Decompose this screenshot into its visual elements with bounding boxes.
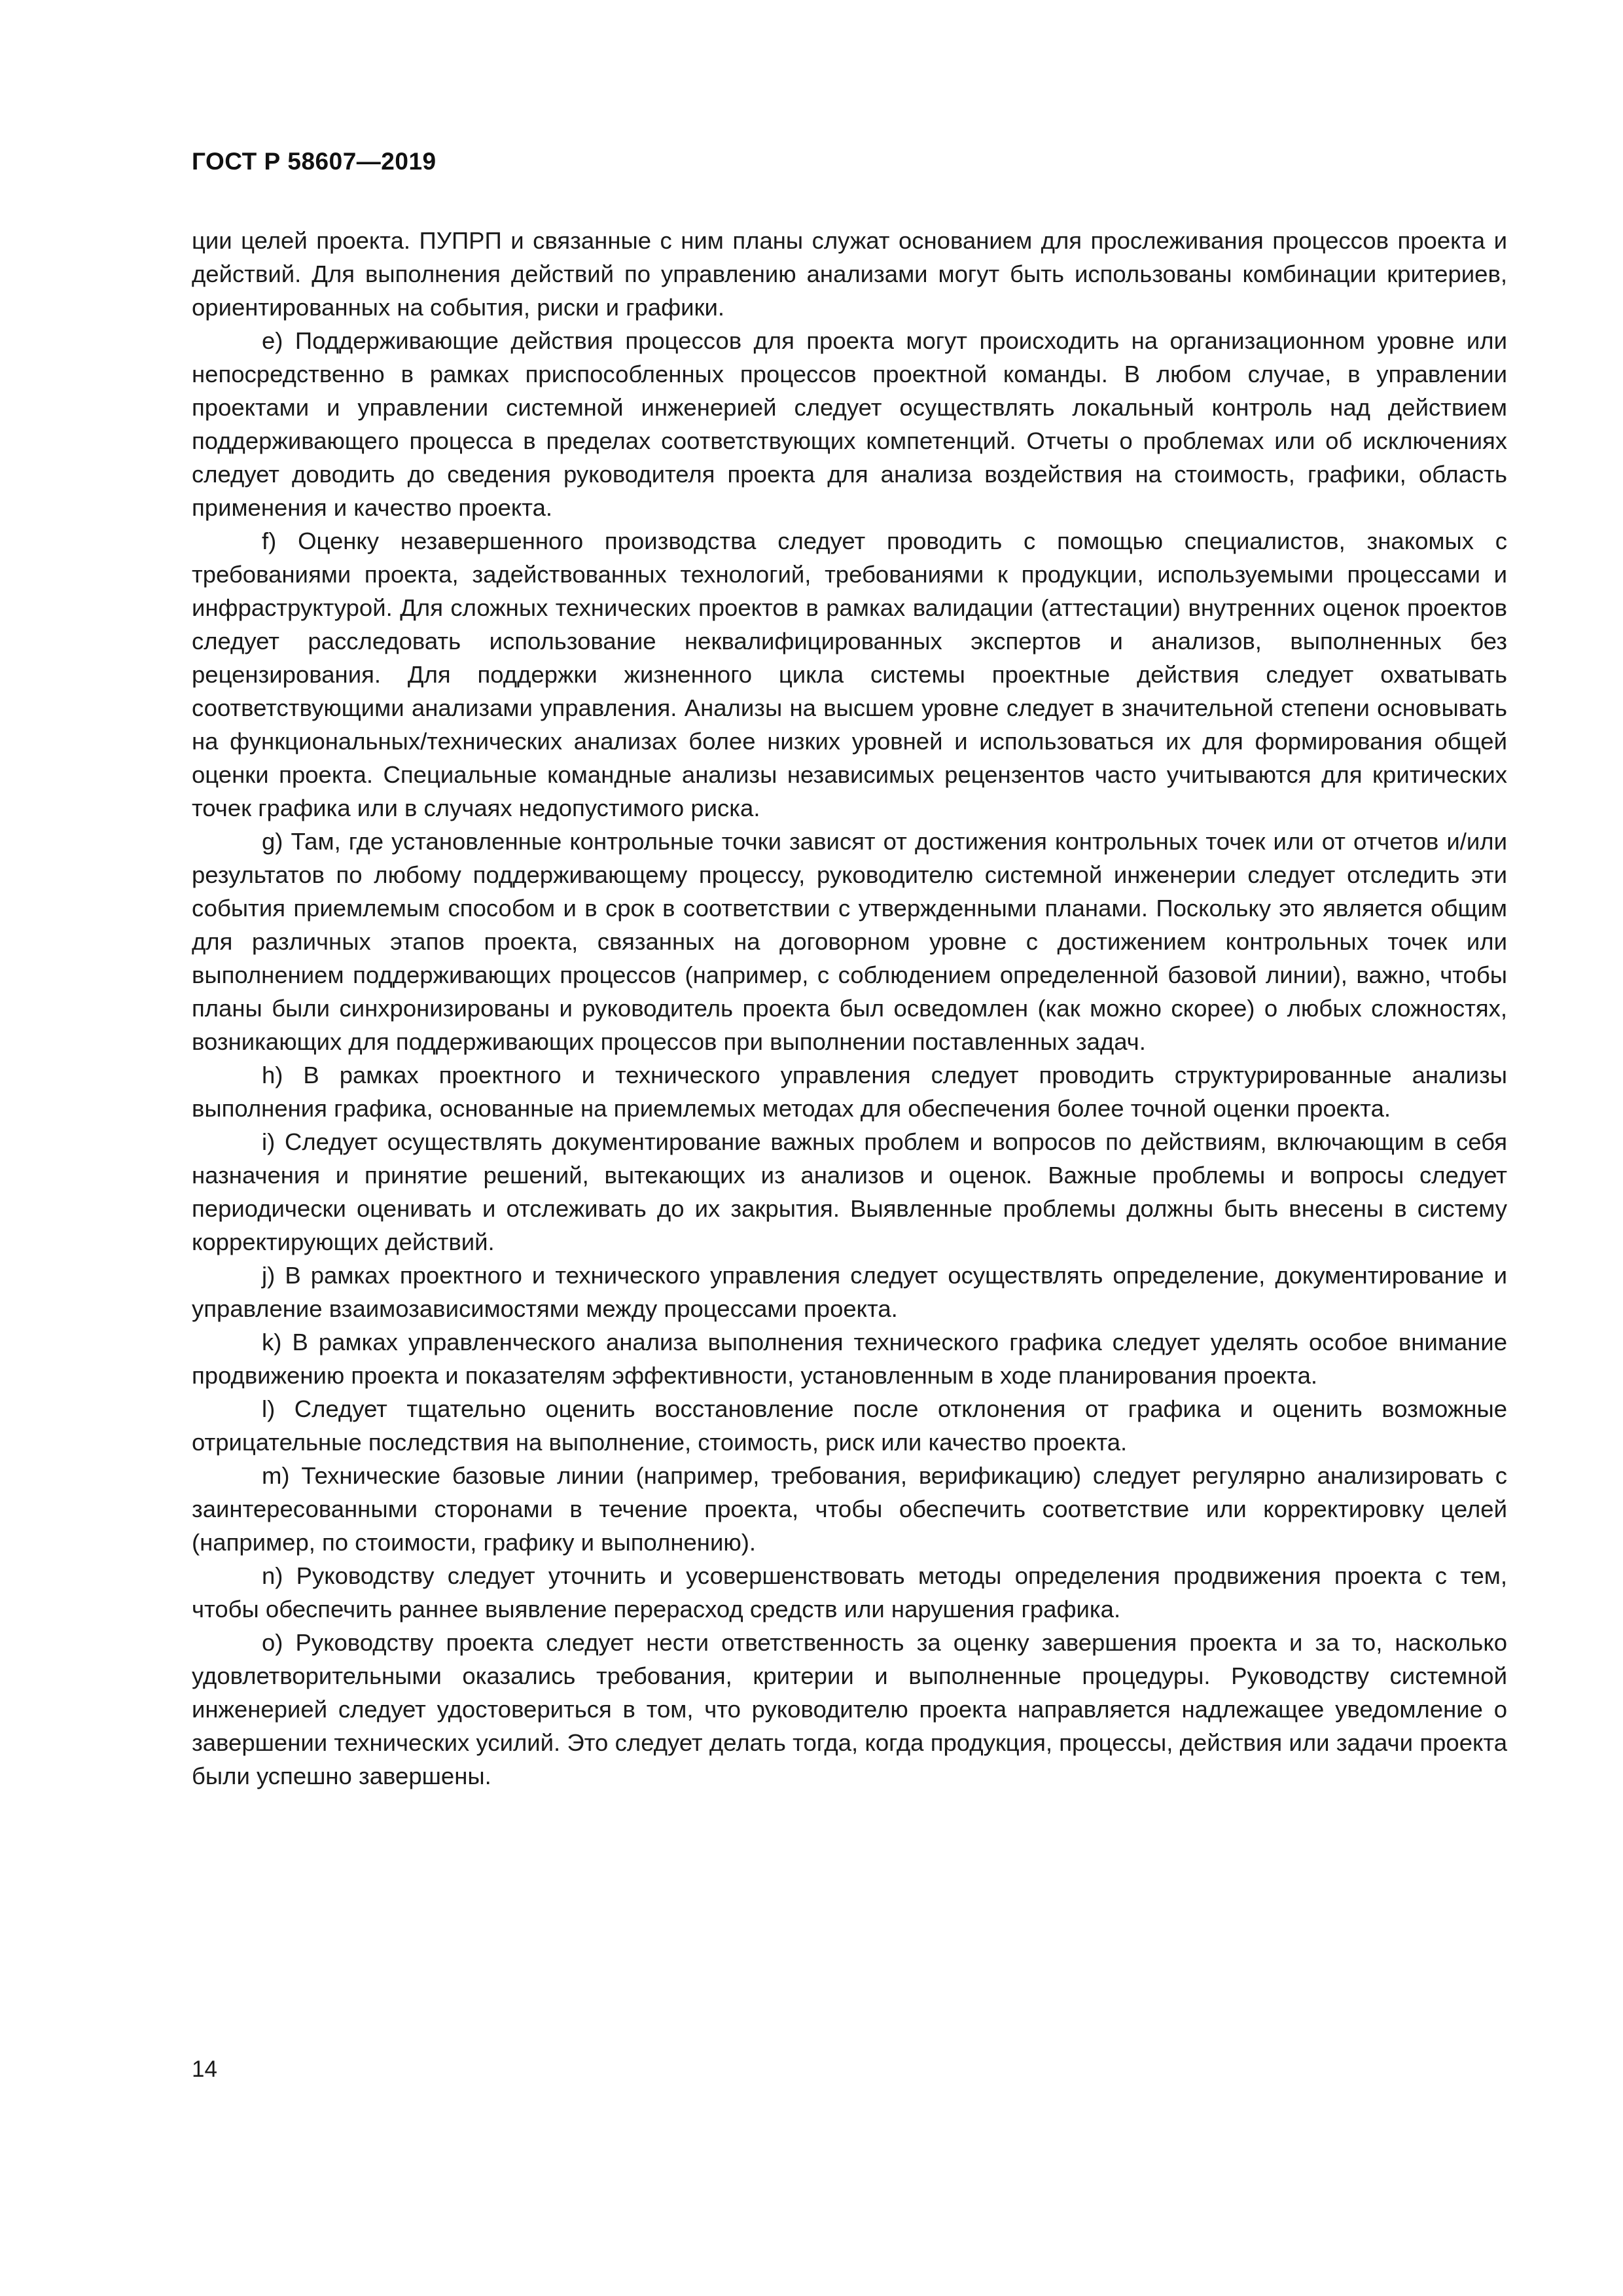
paragraph-item-j: j) В рамках проектного и технического управления следует осуществлять определение, документирование и управление взаимозависимостями между процессами проекта. <box>192 1262 1507 1322</box>
page-number: 14 <box>192 2056 217 2082</box>
paragraph-item-f: f) Оценку незавершенного производства следует проводить с помощью специалистов, знакомых с требованиями проекта, задействованных технологий, требованиями к продукции, используемыми процессами и инфраструктурой. Для сложных технических проектов в рамках валидации (аттестации) внутренних оценок проектов следует расследовать использование неквалифицированных экспертов и анализов, выполненных без рецензирования. Для поддержки жизненного цикла системы проектные действия следует охватывать соответствующими анализами управления. Анализы на высшем уровне следует в значительной степени основывать на функциональных/технических анализах более низких уровней и использоваться их для формирования общей оценки проекта. Специальные командные анализы независимых рецензентов часто учитываются для критических точек графика или в случаях недопустимого риска. <box>192 528 1507 821</box>
paragraph-item-k: k) В рамках управленческого анализа выполнения технического графика следует уделять особое внимание продвижению проекта и показателям эффективности, установленным в ходе планирования проекта. <box>192 1329 1507 1389</box>
paragraph-item-n: n) Руководству следует уточнить и усовершенствовать методы определения продвижения проекта с тем, чтобы обеспечить раннее выявление перерасход средств или нарушения графика. <box>192 1562 1507 1623</box>
paragraph-item-e: e) Поддерживающие действия процессов для проекта могут происходить на организационном уровне или непосредственно в рамках приспособленных процессов проектной команды. В любом случае, в управлении проектами и управлении системной инженерией следует осуществлять локальный контроль над действием поддерживающего процесса в пределах соответствующих компетенций. Отчеты о проблемах или об исключениях следует доводить до сведения руководителя проекта для анализа воздействия на стоимость, графики, область применения и качество проекта. <box>192 327 1507 521</box>
paragraph-item-l: l) Следует тщательно оценить восстановление после отклонения от графика и оценить возможные отрицательные последствия на выполнение, стоимость, риск или качество проекта. <box>192 1395 1507 1456</box>
paragraph-item-i: i) Следует осуществлять документирование важных проблем и вопросов по действиям, включающим в себя назначения и принятие решений, вытекающих из анализов и оценок. Важные проблемы и вопросы следует периодически оценивать и отслеживать до их закрытия. Выявленные проблемы должны быть внесены в систему корректирующих действий. <box>192 1128 1507 1255</box>
standard-header: ГОСТ Р 58607—2019 <box>192 148 437 175</box>
paragraph-continuation: ции целей проекта. ПУПРП и связанные с ним планы служат основанием для прослеживания процессов проекта и действий. Для выполнения действий по управлению анализами могут быть использованы комбинации критериев, ориентированных на события, риски и графики. <box>192 227 1507 321</box>
document-body <box>192 224 1507 1793</box>
paragraph-item-o: o) Руководству проекта следует нести ответственность за оценку завершения проекта и за то, насколько удовлетворительными оказались требования, критерии и выполненные процедуры. Руководству системной инженерией следует удостовериться в том, что руководителю проекта направляется надлежащее уведомление о завершении технических усилий. Это следует делать тогда, когда продукция, процессы, действия или задачи проекта были успешно завершены. <box>192 1629 1507 1789</box>
paragraph-item-g: g) Там, где установленные контрольные точки зависят от достижения контрольных точек или от отчетов и/или результатов по любому поддерживающему процессу, руководителю системной инженерии следует отследить эти события приемлемым способом и в срок в соответствии с утвержденными планами. Поскольку это является общим для различных этапов проекта, связанных на договорном уровне с достижением контрольных точек или выполнением поддерживающих процессов (например, с соблюдением определенной базовой линии), важно, чтобы планы были синхронизированы и руководитель проекта был осведомлен (как можно скорее) о любых сложностях, возникающих для поддерживающих процессов при выполнении поставленных задач. <box>192 828 1507 1055</box>
paragraph-item-m: m) Технические базовые линии (например, требования, верификацию) следует регулярно анализировать с заинтересованными сторонами в течение проекта, чтобы обеспечить соответствие или корректировку целей (например, по стоимости, графику и выполнению). <box>192 1462 1507 1556</box>
paragraph-item-h: h) В рамках проектного и технического управления следует проводить структурированные анализы выполнения графика, основанные на приемлемых методах для обеспечения более точной оценки проекта. <box>192 1062 1507 1122</box>
